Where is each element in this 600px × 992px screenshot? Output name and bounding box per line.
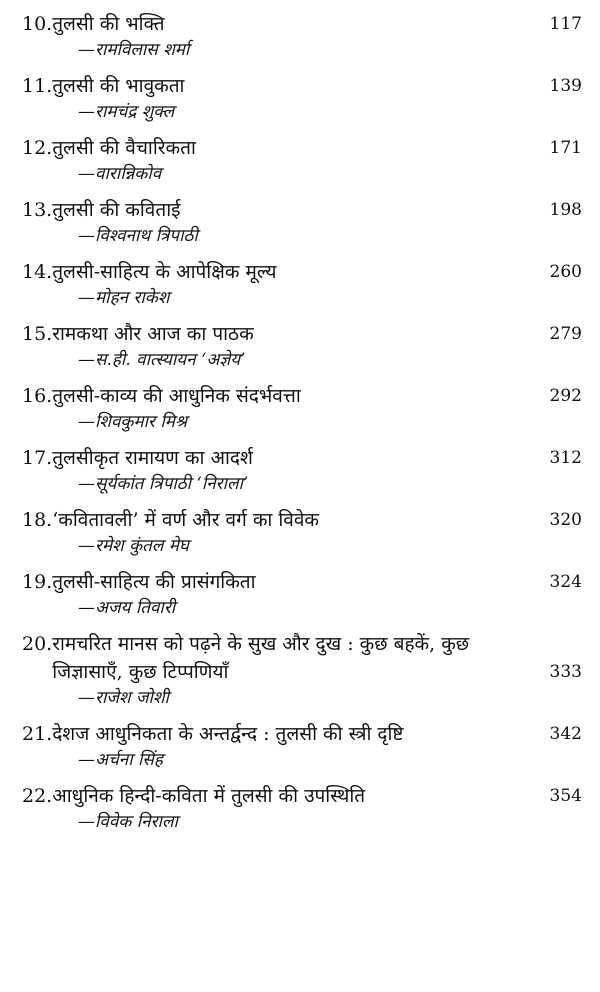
chapter-title: रामकथा और आज का पाठक xyxy=(52,323,254,345)
chapter-title: तुलसी-साहित्य की प्रासंगकिता xyxy=(52,571,256,593)
chapter-title: रामचरित मानस को पढ़ने के सुख और दुख : कुछ बहकें, कुछ जिज्ञासाएँ, कुछ टिप्पणियाँ xyxy=(52,633,470,683)
toc-title-row xyxy=(22,320,582,348)
toc-title-main xyxy=(22,258,522,286)
toc-title-row xyxy=(22,258,582,286)
chapter-author: —विश्वनाथ त्रिपाठी xyxy=(78,226,198,246)
chapter-author: —अजय तिवारी xyxy=(78,598,176,618)
toc-entry-14 xyxy=(22,258,582,310)
chapter-page-number: 279 xyxy=(549,324,582,344)
chapter-page-number: 342 xyxy=(549,724,582,744)
chapter-number: 22. xyxy=(22,785,53,807)
chapter-number: 14. xyxy=(22,261,53,283)
chapter-page-number: 198 xyxy=(549,200,582,220)
toc-entry-16 xyxy=(22,382,582,434)
toc-title-row xyxy=(22,10,582,38)
toc-title-main xyxy=(22,10,522,38)
toc-title-row xyxy=(22,720,582,748)
toc-title-main xyxy=(22,630,522,686)
chapter-page-number: 292 xyxy=(549,386,582,406)
chapter-title: तुलसी-काव्य की आधुनिक संदर्भवत्ता xyxy=(52,385,301,407)
chapter-number: 10. xyxy=(22,13,53,35)
toc-entry-17 xyxy=(22,444,582,496)
chapter-number: 21. xyxy=(22,723,53,745)
chapter-number: 13. xyxy=(22,199,53,221)
chapter-title: तुलसीकृत रामायण का आदर्श xyxy=(52,447,253,469)
chapter-author: —सूर्यकांत त्रिपाठी ‘निराला’ xyxy=(78,474,249,494)
chapter-title: ‘कवितावली’ में वर्ण और वर्ग का विवेक xyxy=(52,509,320,531)
chapter-page-number: 171 xyxy=(549,138,582,158)
toc-entry-19 xyxy=(22,568,582,620)
chapter-number: 17. xyxy=(22,447,53,469)
toc-title-main xyxy=(22,720,522,748)
toc-entry-15 xyxy=(22,320,582,372)
toc-title-main xyxy=(22,444,522,472)
toc-title-main xyxy=(22,72,522,100)
toc-title-row xyxy=(22,444,582,472)
toc-entry-21 xyxy=(22,720,582,772)
chapter-author: —रामविलास शर्मा xyxy=(78,40,190,60)
chapter-title: तुलसी की भावुकता xyxy=(52,75,185,97)
chapter-author: —वारान्निकोव xyxy=(78,164,162,184)
toc-title-row xyxy=(22,782,582,810)
toc-title-row xyxy=(22,134,582,162)
toc-title-main xyxy=(22,782,522,810)
toc-entry-11 xyxy=(22,72,582,124)
chapter-author: —राजेश जोशी xyxy=(78,688,169,708)
toc-entry-12 xyxy=(22,134,582,186)
chapter-author: —रामचंद्र शुक्ल xyxy=(78,102,175,122)
chapter-page-number: 139 xyxy=(549,76,582,96)
toc-entry-22 xyxy=(22,782,582,834)
toc-title-row xyxy=(22,382,582,410)
toc-title-main xyxy=(22,196,522,224)
chapter-number: 18. xyxy=(22,509,53,531)
toc-entry-18 xyxy=(22,506,582,558)
toc-title-row xyxy=(22,72,582,100)
toc-title-main xyxy=(22,506,522,534)
chapter-author: —शिवकुमार मिश्र xyxy=(78,412,188,432)
chapter-page-number: 320 xyxy=(549,510,582,530)
chapter-number: 19. xyxy=(22,571,53,593)
toc-entry-13 xyxy=(22,196,582,248)
toc-title-row xyxy=(22,630,582,686)
toc-title-row xyxy=(22,506,582,534)
chapter-author: —स.ही. वात्स्यायन ‘अज्ञेय’ xyxy=(78,350,246,370)
chapter-number: 16. xyxy=(22,385,53,407)
toc-title-main xyxy=(22,320,522,348)
chapter-author: —अर्चना सिंह xyxy=(78,750,163,770)
chapter-number: 20. xyxy=(22,633,53,655)
chapter-number: 12. xyxy=(22,137,53,159)
toc-title-row xyxy=(22,568,582,596)
chapter-page-number: 117 xyxy=(549,14,582,34)
chapter-number: 11. xyxy=(22,75,53,97)
chapter-author: —रमेश कुंतल मेघ xyxy=(78,536,189,556)
chapter-title: तुलसी की भक्ति xyxy=(52,13,165,35)
toc-title-main xyxy=(22,134,522,162)
chapter-title: तुलसी की वैचारिकता xyxy=(52,137,196,159)
chapter-page-number: 324 xyxy=(549,572,582,592)
chapter-page-number: 354 xyxy=(549,786,582,806)
toc-title-main xyxy=(22,382,522,410)
chapter-title: देशज आधुनिकता के अन्तर्द्वन्द : तुलसी की स्त्री दृष्टि xyxy=(52,723,404,745)
toc-entry-10 xyxy=(22,10,582,62)
chapter-author: —मोहन राकेश xyxy=(78,288,170,308)
chapter-title: तुलसी-साहित्य के आपेक्षिक मूल्य xyxy=(52,261,277,283)
chapter-title: तुलसी की कविताई xyxy=(52,199,181,221)
toc-title-main xyxy=(22,568,522,596)
chapter-title: आधुनिक हिन्दी-कविता में तुलसी की उपस्थिति xyxy=(52,785,366,807)
chapter-page-number: 333 xyxy=(549,662,582,682)
chapter-page-number: 312 xyxy=(549,448,582,468)
chapter-author: —विवेक निराला xyxy=(78,812,178,832)
toc-entry-20 xyxy=(22,630,582,710)
chapter-number: 15. xyxy=(22,323,53,345)
toc-title-row xyxy=(22,196,582,224)
chapter-page-number: 260 xyxy=(549,262,582,282)
